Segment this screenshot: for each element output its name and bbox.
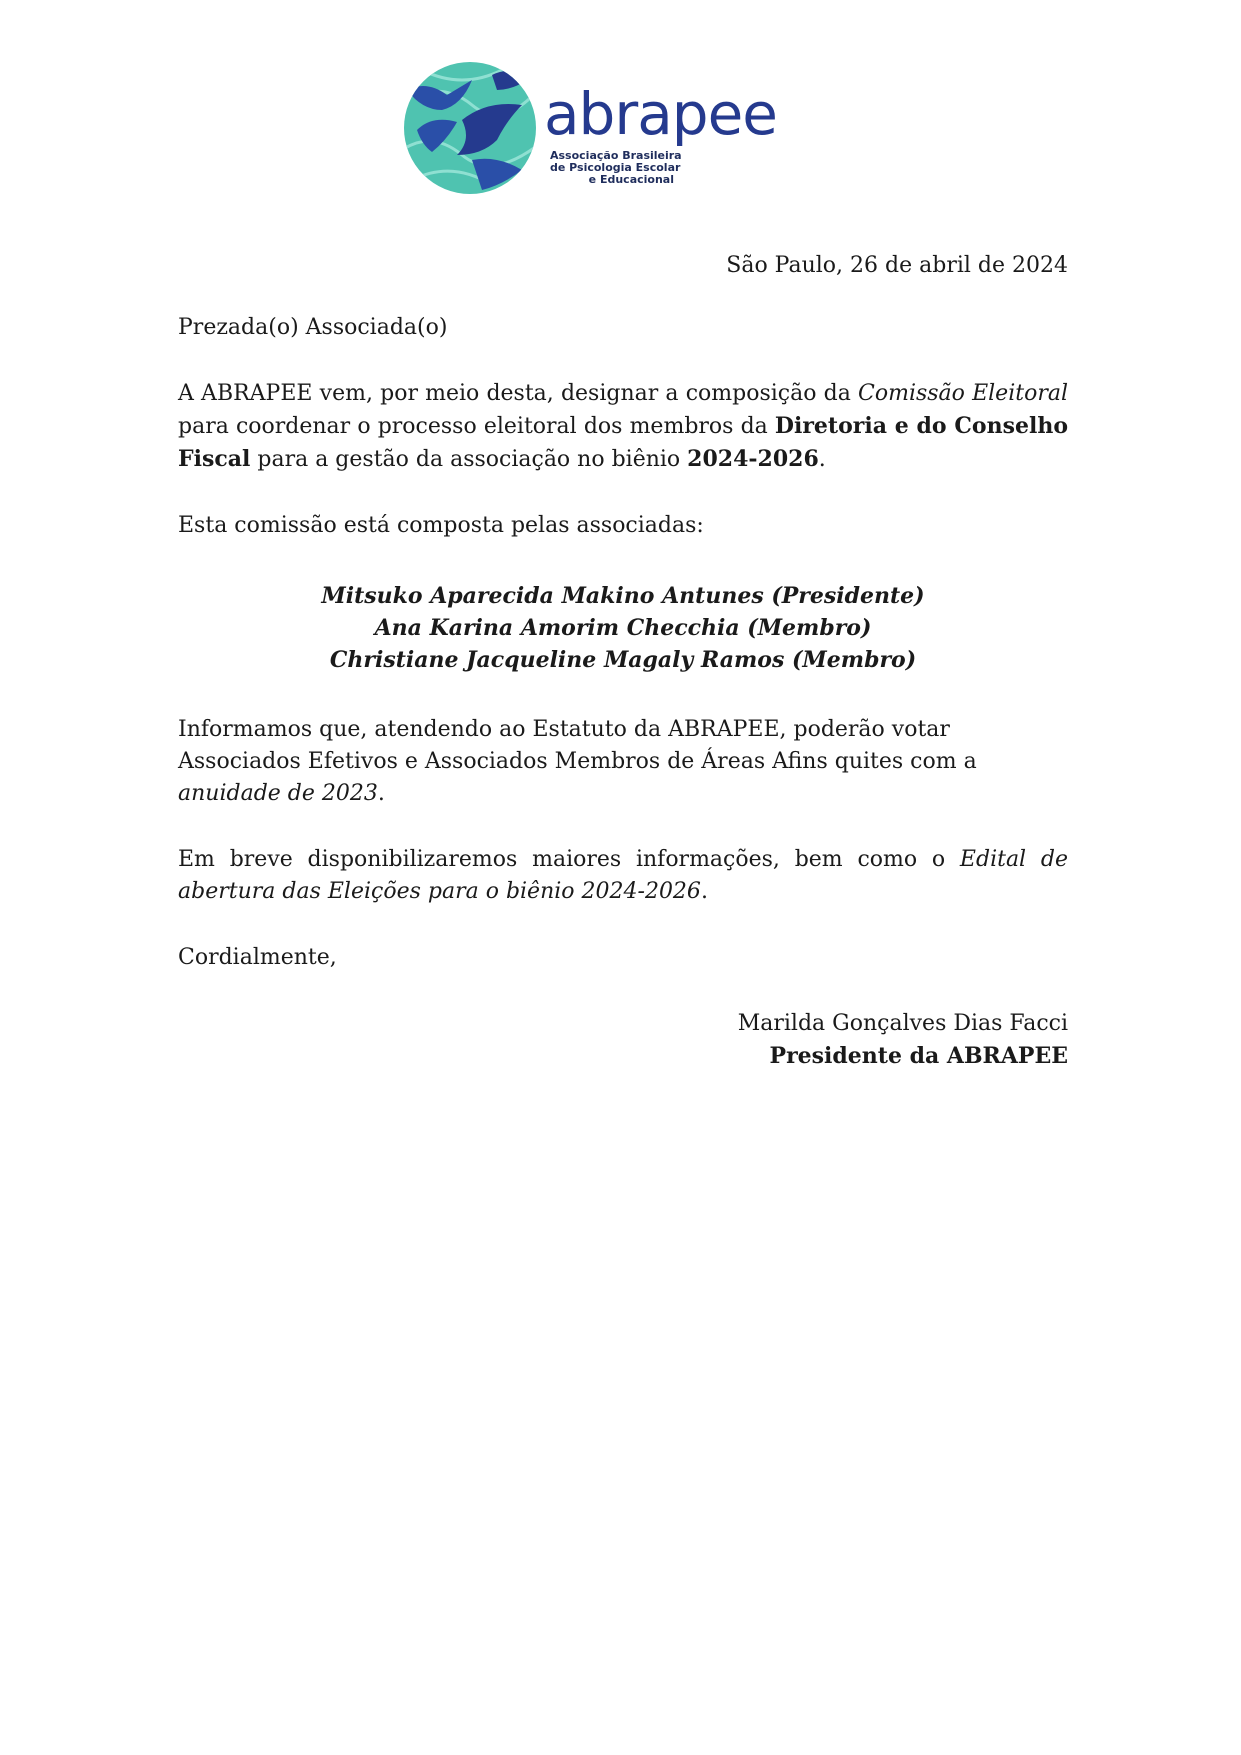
paragraph-composition: Esta comissão está composta pelas associadas: (178, 513, 704, 538)
text-run: . (377, 781, 385, 806)
text-run: A ABRAPEE vem, por meio desta, designar a composição da (178, 381, 858, 406)
board-name: Diretoria e do Conselho Fiscal (178, 413, 1068, 472)
commission-name: Comissão Eleitoral (858, 381, 1068, 406)
logo-subtitle-line: Associação Brasileira (550, 149, 682, 162)
logo-subtitle-line: e Educacional (588, 173, 674, 186)
member-name: Christiane Jacqueline Magaly Ramos (Membro) (329, 647, 917, 673)
signature-block (178, 1008, 1068, 1073)
letter-date: São Paulo, 26 de abril de 2024 (726, 253, 1068, 278)
signer-title (178, 1040, 1068, 1073)
text-run: . (700, 879, 708, 904)
logo-subtitle-line: de Psicologia Escolar (550, 161, 681, 174)
text-run: para a gestão da associação no biênio (250, 447, 688, 472)
text-run: para coordenar o processo eleitoral dos membros da (178, 414, 775, 439)
abrapee-logo (402, 60, 782, 198)
text-run: Em breve disponibilizaremos maiores informações, bem como o (178, 847, 960, 872)
signer-name: Marilda Gonçalves Dias Facci (737, 1011, 1068, 1036)
logo-wordmark: abrapee (544, 80, 777, 148)
member-name: Mitsuko Aparecida Makino Antunes (Presidente) (321, 583, 925, 609)
paragraph-announcement (178, 844, 1068, 908)
member-name: Ana Karina Amorim Checchia (Membro) (374, 615, 872, 641)
text-run: Informamos que, atendendo ao Estatuto da ABRAPEE, poderão votar Associados Efetivos e Associados Membros de Áreas Afins quites com a (178, 717, 977, 774)
abrapee-emblem-icon (402, 60, 538, 196)
letter-body (178, 250, 1068, 1073)
text-run: . (818, 447, 826, 472)
logo-subtitle (550, 149, 682, 186)
signer-title-text: Presidente da ABRAPEE (769, 1043, 1068, 1069)
letter-closing: Cordialmente, (178, 945, 337, 970)
paragraph-commission (178, 378, 1068, 476)
biennium: 2024-2026 (687, 446, 819, 472)
paragraph-voting (178, 714, 1068, 810)
member-list (178, 580, 1068, 676)
edital-title: Edital de abertura das Eleições para o biênio 2024-2026 (178, 847, 1068, 904)
letter-greeting: Prezada(o) Associada(o) (178, 315, 448, 340)
annual-fee: anuidade de 2023 (178, 781, 378, 806)
